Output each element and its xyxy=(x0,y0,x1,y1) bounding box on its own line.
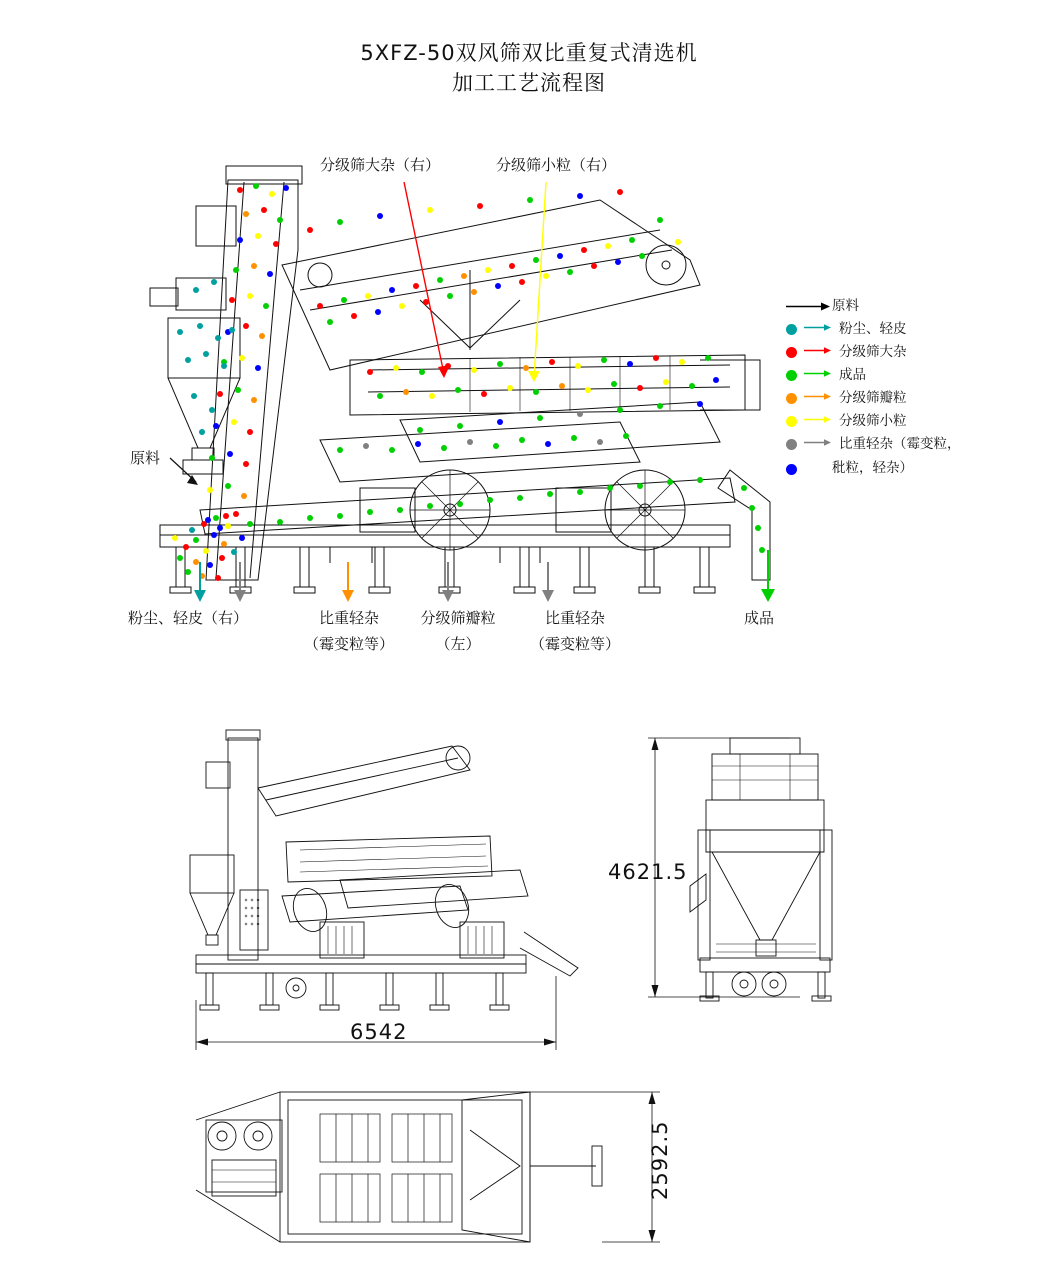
callout-gravity-light-impurity-right: 比重轻杂 xyxy=(544,609,605,627)
legend-row-feed xyxy=(786,298,1016,315)
legend-dash-large-impurity xyxy=(804,345,832,356)
material-dots xyxy=(172,183,765,581)
legend-dash-petal-grain xyxy=(804,391,832,402)
legend-dot-large-impurity xyxy=(786,347,797,358)
callout-gravity-light-impurity-right-sub: （霉变粒等） xyxy=(529,635,620,653)
arrow-icon xyxy=(786,301,832,312)
page-title-line1: 5XFZ-50双风筛双比重复式清选机 xyxy=(360,41,698,65)
legend-row-large-impurity xyxy=(786,345,1016,362)
legend-row-dust xyxy=(786,322,1016,339)
legend-row-gravity-light xyxy=(786,437,1016,454)
callout-grading-large-impurity-right: 分级筛大杂（右） xyxy=(320,156,441,174)
process-flow-diagram xyxy=(0,110,1058,670)
legend-dot-small-grain xyxy=(786,416,797,427)
callout-gravity-light-impurity-left-sub: （霉变粒等） xyxy=(303,635,394,653)
side-view xyxy=(190,730,578,1050)
callout-leaders xyxy=(170,182,775,602)
drawing-svg xyxy=(0,700,1058,1269)
page-title xyxy=(0,38,1058,98)
legend-label-product: 成品 xyxy=(839,367,866,383)
legend-label-large-impurity: 分级筛大杂 xyxy=(839,344,907,360)
legend-label-petal-grain: 分级筛瓣粒 xyxy=(839,390,907,406)
callout-grading-small-grain-right: 分级筛小粒（右） xyxy=(496,156,617,174)
legend-label-feed: 原料 xyxy=(832,298,859,314)
legend-label-gravity-light: 比重轻杂（霉变粒， xyxy=(839,436,961,452)
legend-row-petal-grain xyxy=(786,391,1016,408)
legend-dash-product xyxy=(804,368,832,379)
callout-grading-petal-grain-left: 分级筛瓣粒 xyxy=(420,609,496,627)
callout-grading-petal-grain-left-sub: （左） xyxy=(435,635,481,653)
legend-label-dust: 粉尘、轻皮 xyxy=(839,321,907,337)
legend xyxy=(786,298,1016,485)
legend-dot-dust xyxy=(786,324,797,335)
top-view xyxy=(196,1092,660,1242)
legend-row-small-grain xyxy=(786,414,1016,431)
legend-label-small-grain: 分级筛小粒 xyxy=(839,413,907,429)
legend-row-product xyxy=(786,368,1016,385)
legend-dash-dust xyxy=(804,322,832,333)
dimension-height: 4621.5 xyxy=(608,860,688,884)
callout-gravity-light-impurity-left: 比重轻杂 xyxy=(318,609,379,627)
legend-label-gravity-light-sub: 秕粒，轻杂） xyxy=(832,460,913,475)
dimension-width: 2592.5 xyxy=(648,1120,672,1200)
legend-dash-small-grain xyxy=(804,414,832,425)
legend-dot-product xyxy=(786,370,797,381)
technical-drawings xyxy=(0,700,1058,1269)
callout-dust-light-skin-right: 粉尘、轻皮（右） xyxy=(128,609,249,627)
dimension-length: 6542 xyxy=(350,1020,408,1044)
legend-dot-gravity-light-blue xyxy=(786,464,797,475)
callout-raw-material: 原料 xyxy=(130,449,161,467)
legend-dot-gravity-light xyxy=(786,439,797,450)
page-title-line2: 加工工艺流程图 xyxy=(452,71,606,95)
legend-dash-gravity-light xyxy=(804,437,832,448)
callout-finished-product: 成品 xyxy=(744,609,775,627)
legend-dot-petal-grain xyxy=(786,393,797,404)
